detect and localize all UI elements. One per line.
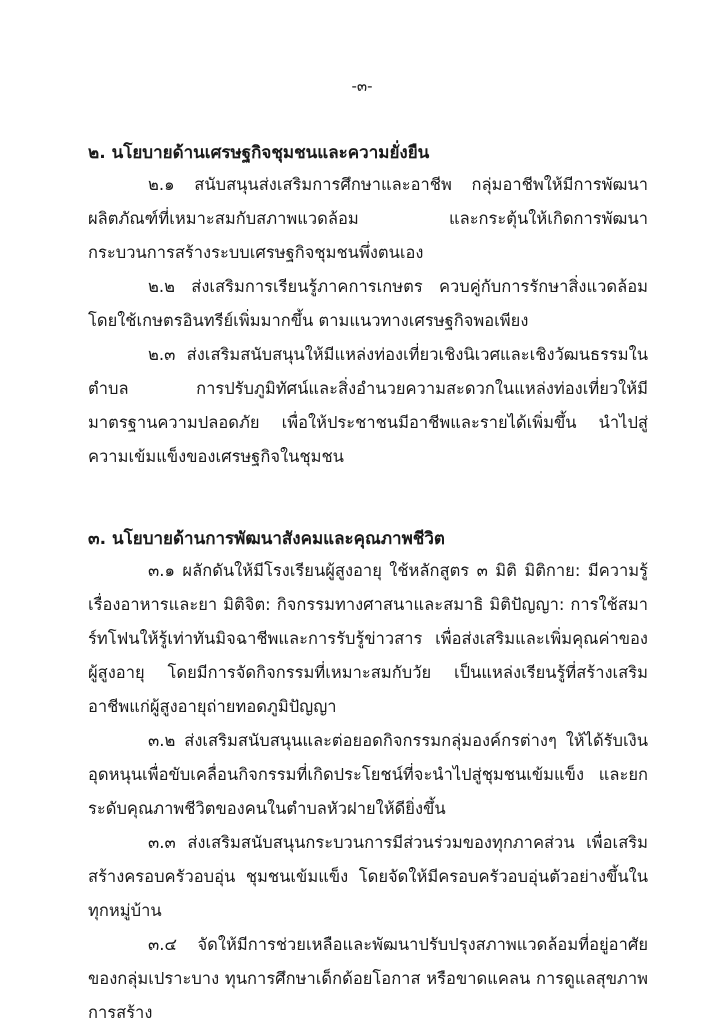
document-body <box>88 138 648 1030</box>
paragraph: ๓.๒ ส่งเสริมสนับสนุนและต่อยอดกิจกรรมกลุ่มองค์กรต่างๆ ให้ได้รับเงินอุดหนุนเพื่อขับเคลื่อนกิจกรรมที่เกิดประโยชน์ที่จะนำไปสู่ชุมชนเข้มแข็ง และยกระดับคุณภาพชีวิตของคนในตำบลหัวฝายให้ดียิ่งขึ้น <box>88 731 648 818</box>
paragraph: ๓.๓ ส่งเสริมสนับสนุนกระบวนการมีส่วนร่วมของทุกภาคส่วน เพื่อเสริมสร้างครอบครัวอบอุ่น ชุมชนเข้มแข็ง โดยจัดให้มีครอบครัวอบอุ่นตัวอย่างขึ้นในทุกหมู่บ้าน <box>88 833 648 920</box>
paragraph: ๒.๓ ส่งเสริมสนับสนุนให้มีแหล่งท่องเที่ยวเชิงนิเวศและเชิงวัฒนธรรมในตำบล การปรับภูมิทัศน์และสิ่งอำนวยความสะดวกในแหล่งท่องเที่ยวให้มีมาตรฐานความปลอดภัย เพื่อให้ประชาชนมีอาชีพและรายได้เพิ่มขึ้น นำไปสู่ความเข้มแข็งของเศรษฐกิจในชุมชน <box>88 345 648 466</box>
paragraph: ๓.๑ ผลักดันให้มีโรงเรียนผู้สูงอายุ ใช้หลักสูตร ๓ มิติ มิติกาย: มีความรู้เรื่องอาหารและยา มิติจิต: กิจกรรมทางศาสนาและสมาธิ มิติปัญญา: การใช้สมาร์ทโฟนให้รู้เท่าทันมิจฉาชีพและการรับรู้ข่าวสาร เพื่อส่งเสริมและเพิ่มคุณค่าของผู้สูงอายุ โดยมีการจัดกิจกรรมที่เหมาะสมกับวัย เป็นแหล่งเรียนรู้ที่สร้างเสริมอาชีพแก่ผู้สูงอายุถ่ายทอดภูมิปัญญา <box>88 561 648 716</box>
page-number: -๓- <box>351 77 373 95</box>
section-heading: ๓. นโยบายด้านการพัฒนาสังคมและคุณภาพชีวิต <box>88 529 445 549</box>
paragraph: ๒.๑ สนับสนุนส่งเสริมการศึกษาและอาชีพ กลุ่มอาชีพให้มีการพัฒนาผลิตภัณฑ์ที่เหมาะสมกับสภาพแวดล้อม และกระตุ้นให้เกิดการพัฒนากระบวนการสร้างระบบเศรษฐกิจชุมชนพึ่งตนเอง <box>88 175 648 262</box>
section-economy <box>88 138 648 474</box>
section-social <box>88 524 648 1030</box>
paragraph: ๒.๒ ส่งเสริมการเรียนรู้ภาคการเกษตร ควบคู่กับการรักษาสิ่งแวดล้อม โดยใช้เกษตรอินทรีย์เพิ่มมากขึ้น ตามแนวทางเศรษฐกิจพอเพียง <box>88 277 648 330</box>
paragraph: ๓.๔ จัดให้มีการช่วยเหลือและพัฒนาปรับปรุงสภาพแวดล้อมที่อยู่อาศัยของกลุ่มเปราะบาง ทุนการศึกษาเด็กด้อยโอกาส หรือขาดแคลน การดูแลสุขภาพ การสร้าง <box>88 935 648 1022</box>
section-heading: ๒. นโยบายด้านเศรษฐกิจชุมชนและความยั่งยืน <box>88 143 430 163</box>
